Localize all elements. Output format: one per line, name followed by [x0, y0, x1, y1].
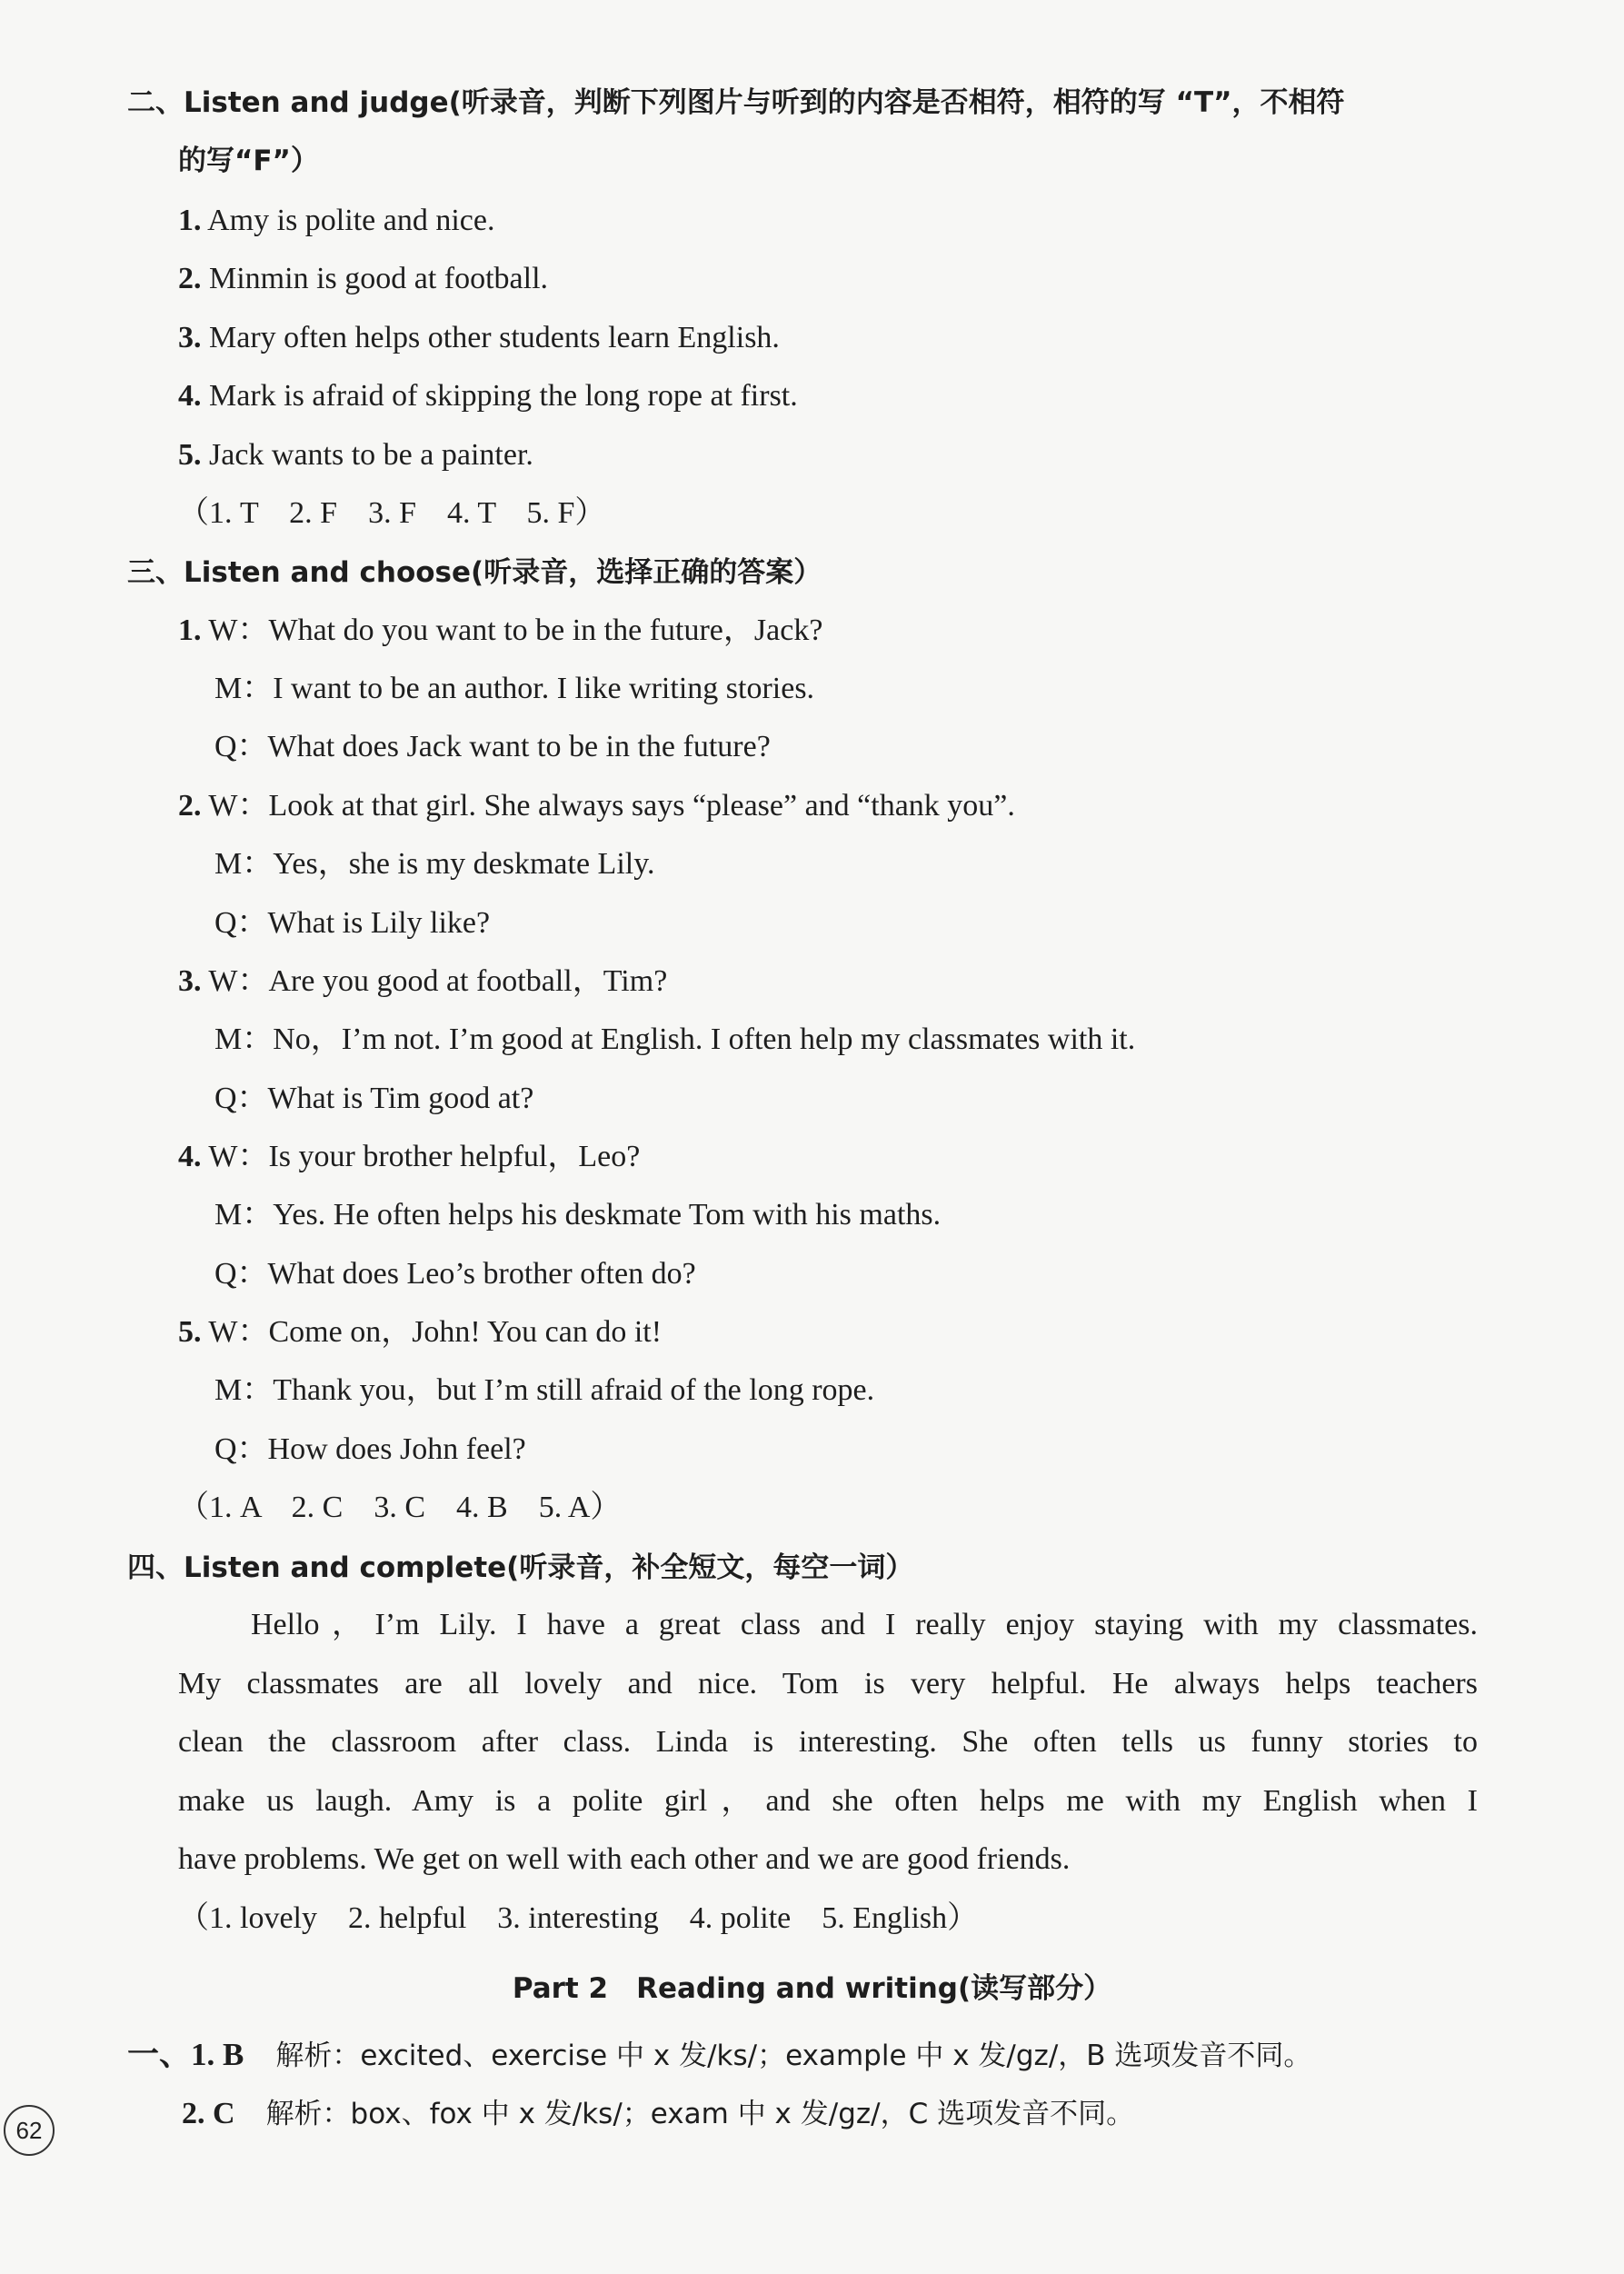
dialogue-line: Q：What is Tim good at? [214, 1082, 534, 1115]
section4-heading: 四、Listen and complete(听录音，补全短文，每空一词） [127, 1551, 914, 1584]
section2-heading-cont: 的写“F”） [178, 145, 319, 177]
dialogue-line: 4. W：Is your brother helpful，Leo? [178, 1140, 641, 1173]
list-item: 4. Mark is afraid of skipping the long rope at first. [178, 379, 798, 413]
dialogue-line: M：Yes. He often helps his deskmate Tom with his maths. [214, 1198, 942, 1232]
section3-answers: （1. A 2. C 3. C 4. B 5. A） [178, 1491, 622, 1524]
list-item: 5. Jack wants to be a painter. [178, 438, 533, 472]
dialogue-line: M：I want to be an author. I like writing stories. [214, 672, 815, 705]
paragraph-line: clean the classroom after class. Linda is interesting. She often tells us funny stories to [178, 1725, 1478, 1759]
paragraph-line: My classmates are all lovely and nice. Tom is very helpful. He always helps teachers [178, 1667, 1478, 1701]
dialogue-line: 5. W：Come on，John! You can do it! [178, 1315, 663, 1349]
section4-answers: （1. lovely 2. helpful 3. interesting 4. polite 5. English） [178, 1901, 979, 1935]
explanation-line: 一、1. B 解析：excited、exercise 中 x 发/ks/；example 中 x 发/gz/，B 选项发音不同。 [127, 2037, 1312, 2072]
paragraph-line: make us laugh. Amy is a polite girl，and she often helps me with my English when I [178, 1784, 1478, 1818]
dialogue-line: Q：How does John feel? [214, 1432, 526, 1466]
list-item: 2. Minmin is good at football. [178, 262, 549, 295]
section2-heading: 二、Listen and judge(听录音，判断下列图片与听到的内容是否相符，相符的写 “T”，不相符 [127, 86, 1345, 119]
page-number: 62 [4, 2105, 55, 2156]
dialogue-line: M：Thank you，but I’m still afraid of the long rope. [214, 1373, 875, 1407]
section2-answers: （1. T 2. F 3. F 4. T 5. F） [178, 496, 606, 530]
explanation-line: 2. C 解析：box、fox 中 x 发/ks/；exam 中 x 发/gz/，C 选项发音不同。 [182, 2097, 1135, 2130]
dialogue-line: M：No，I’m not. I’m good at English. I often help my classmates with it. [214, 1022, 1136, 1056]
dialogue-line: M：Yes，she is my deskmate Lily. [214, 847, 655, 881]
dialogue-line: Q：What does Jack want to be in the future? [214, 730, 771, 763]
paragraph-line: Hello，I’m Lily. I have a great class and I really enjoy staying with my classmates. [251, 1608, 1478, 1641]
dialogue-line: 2. W：Look at that girl. She always says “please” and “thank you”. [178, 789, 1015, 823]
list-item: 3. Mary often helps other students learn English. [178, 321, 780, 354]
part2-title: Part 2 Reading and writing(读写部分） [512, 1972, 1112, 2005]
dialogue-line: 3. W：Are you good at football，Tim? [178, 964, 668, 998]
dialogue-line: Q：What is Lily like? [214, 906, 491, 940]
dialogue-line: 1. W：What do you want to be in the future，Jack? [178, 613, 823, 647]
paragraph-line: have problems. We get on well with each other and we are good friends. [178, 1842, 1071, 1876]
section3-heading: 三、Listen and choose(听录音，选择正确的答案） [127, 556, 822, 589]
list-item: 1. Amy is polite and nice. [178, 204, 495, 237]
dialogue-line: Q：What does Leo’s brother often do? [214, 1257, 696, 1291]
